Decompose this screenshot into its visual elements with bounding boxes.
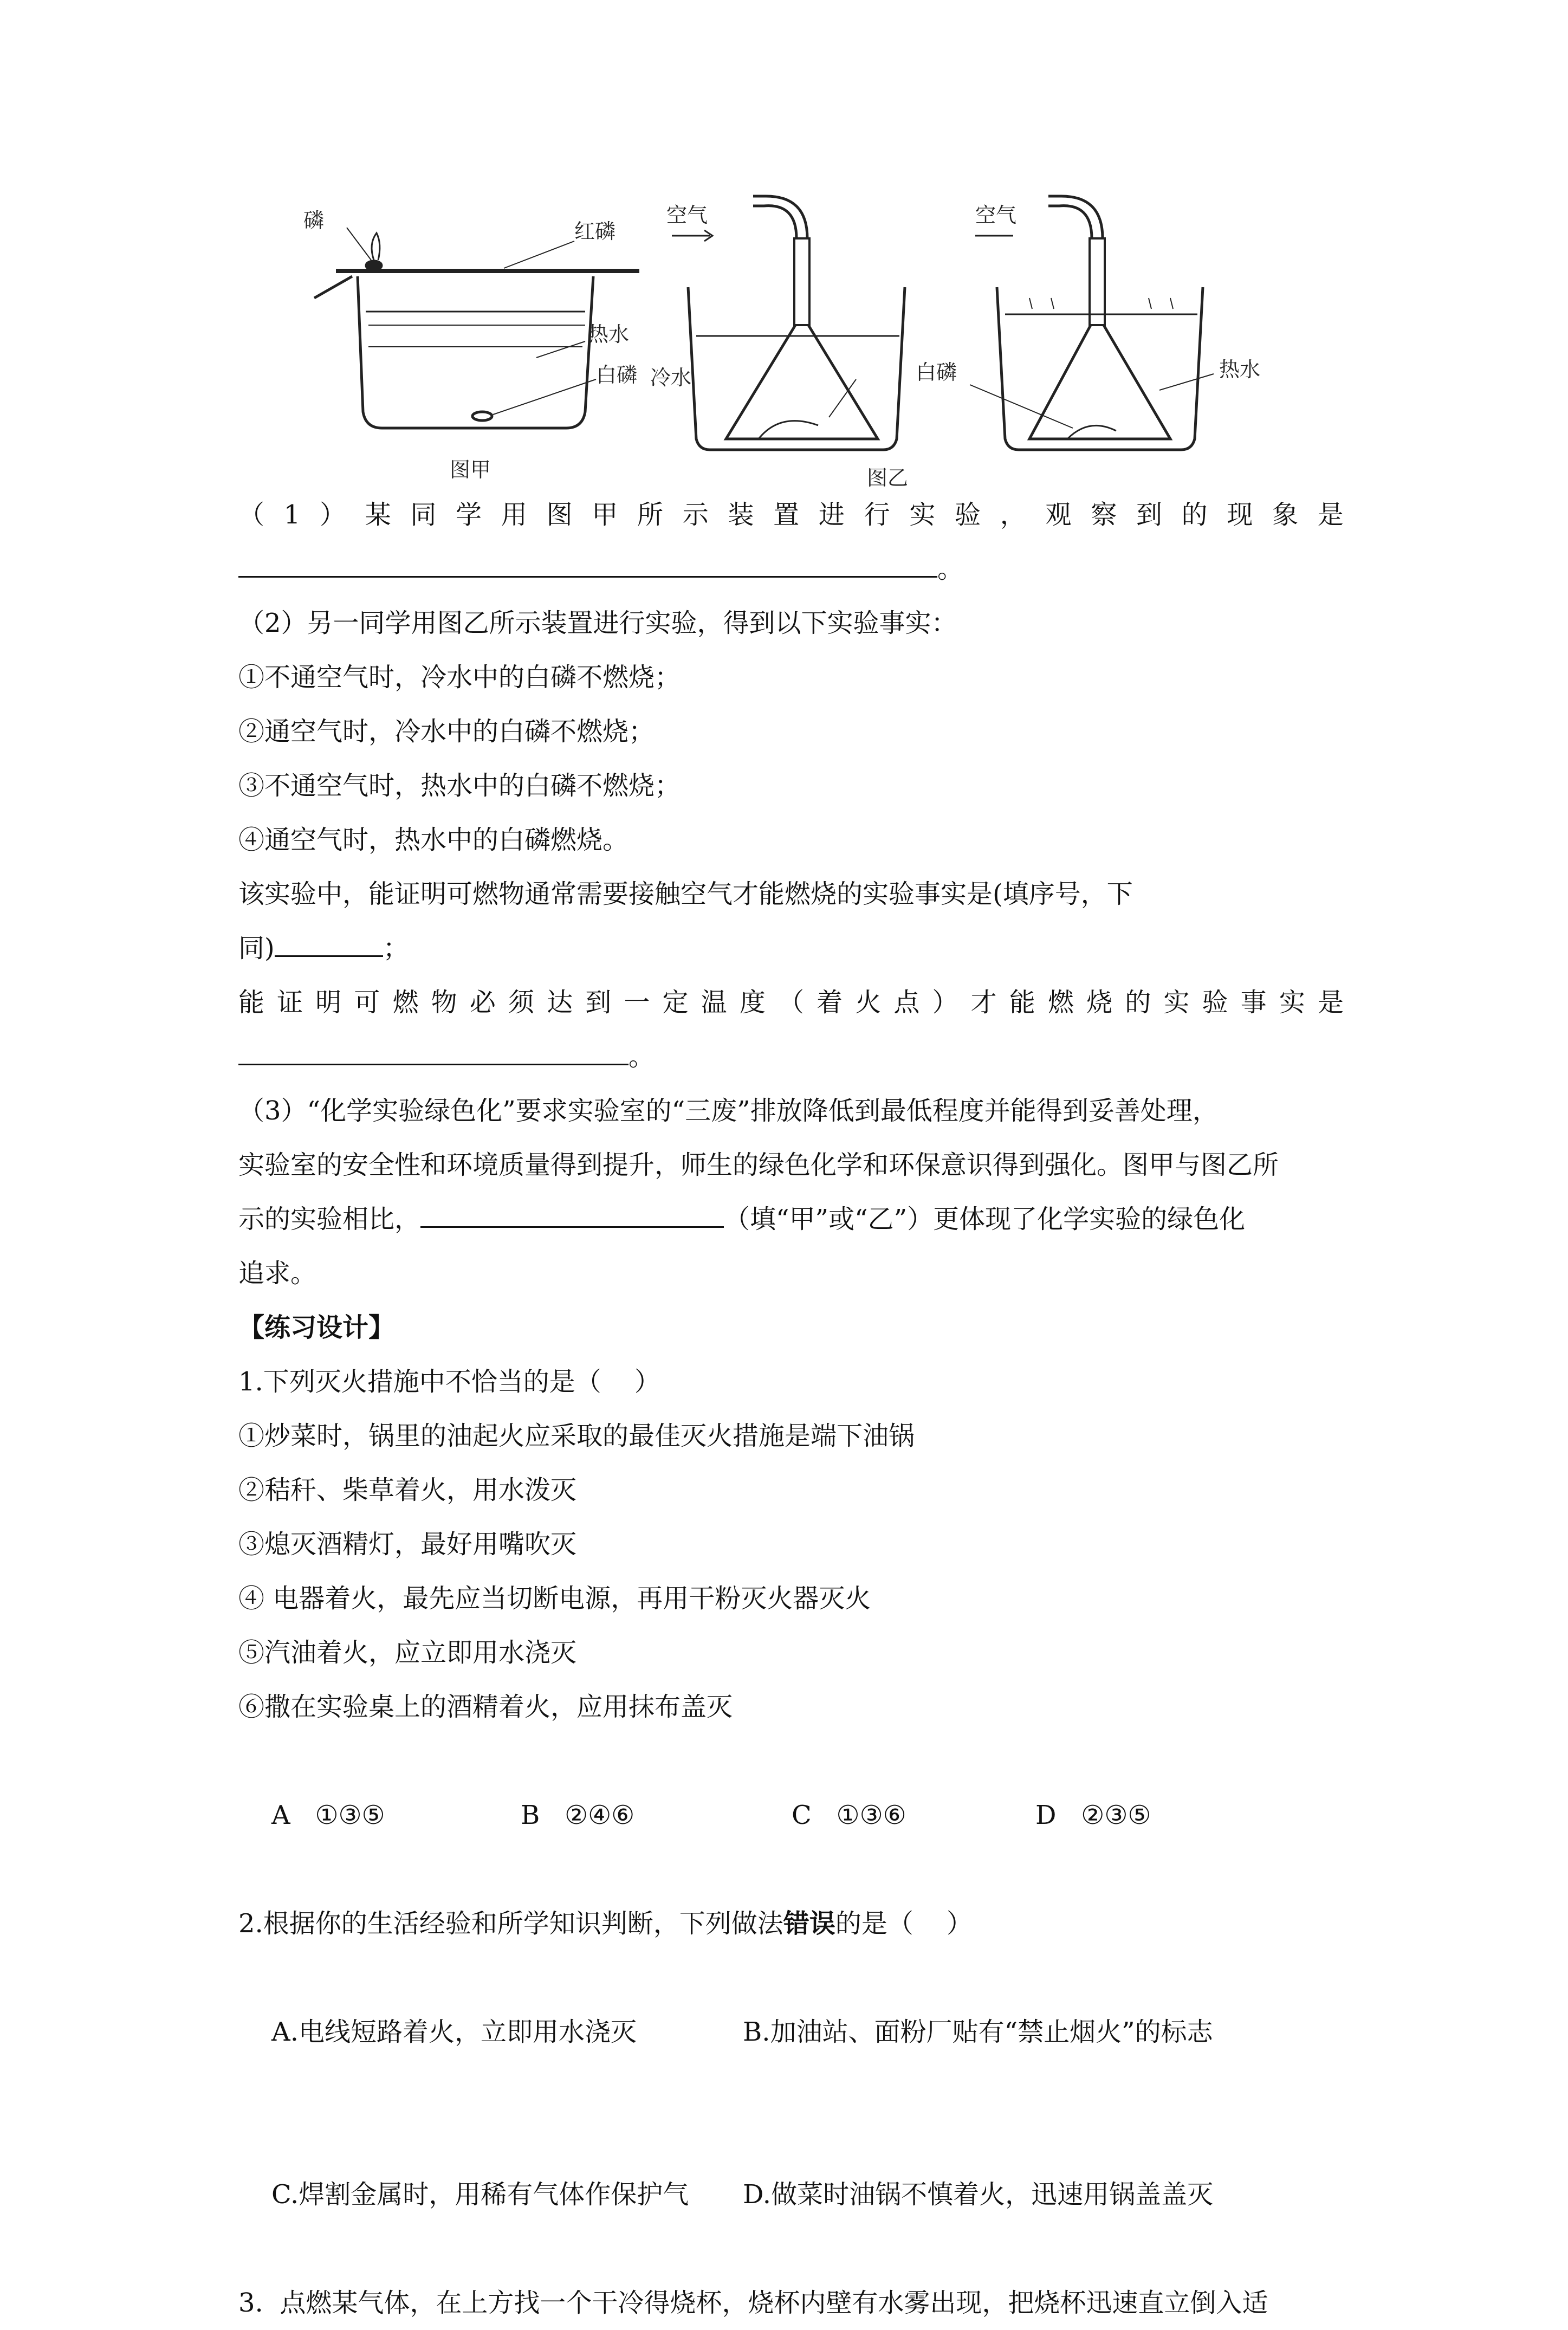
q2-a2-c21: 燃	[1047, 987, 1074, 1018]
label-hot-water-jia: 热水	[588, 322, 630, 346]
q1-c5: 学	[456, 500, 482, 530]
q3-line3-pre: 示的实验相比，	[238, 1204, 421, 1234]
q1-c1: 1	[283, 500, 301, 530]
q2-a2-c8: 达	[547, 987, 573, 1018]
p1-options	[238, 1734, 1344, 1897]
q2-a2-c11: 定	[662, 987, 689, 1018]
label-hot-water-yi: 热水	[1219, 358, 1261, 381]
figure-yi-right	[970, 196, 1214, 450]
q2-a2-c10: 一	[624, 987, 650, 1018]
q2-a2-c7: 须	[508, 987, 534, 1018]
q2-a2-c28: 是	[1317, 987, 1344, 1018]
p1-option-a[interactable]: A ①③⑤	[271, 1800, 385, 1830]
caption-jia: 图甲	[450, 458, 491, 482]
q3-line3	[238, 1192, 1344, 1246]
p1-item-4: ④ 电器着火，最先应当切断电源，再用干粉灭火器灭火	[238, 1583, 871, 1614]
q1-c21: 的	[1181, 500, 1208, 530]
p2-stem-pre: 2.根据你的生活经验和所学知识判断，下列做法	[238, 1908, 783, 1939]
q1-c19: 察	[1091, 500, 1117, 530]
q2-fact-1: ①不通空气时，冷水中的白磷不燃烧；	[238, 662, 681, 692]
label-white-phosphorus-jia: 白磷	[596, 363, 638, 387]
caption-yi: 图乙	[867, 466, 909, 488]
q2-intro: （2）另一同学用图乙所示装置进行实验，得到以下实验事实：	[238, 608, 957, 638]
p2-option-a[interactable]: A.电线短路着火，立即用水浇灭	[271, 2017, 637, 2047]
p1-item-1: ①炒菜时，锅里的油起火应采取的最佳灭火措施是端下油锅	[238, 1421, 915, 1451]
q2-a2-c26: 事	[1240, 987, 1267, 1018]
q2-a2-c1: 证	[277, 987, 303, 1018]
label-white-phosphorus-yi: 白磷	[916, 360, 957, 384]
q1-answer-blank[interactable]	[238, 542, 937, 578]
q2-a2-c12: 温	[701, 987, 727, 1018]
label-phosphorus: 磷	[303, 209, 325, 232]
q2-ask1-blank[interactable]	[275, 922, 383, 957]
q2-fact-3: ③不通空气时，热水中的白磷不燃烧；	[238, 771, 681, 801]
q2-a2-c0: 能	[238, 987, 265, 1018]
q2-a2-c6: 必	[469, 987, 496, 1018]
q1-c12: 置	[773, 500, 800, 530]
p1-item-5: ⑤汽油着火，应立即用水浇灭	[238, 1638, 577, 1668]
q1-c3: 某	[365, 500, 391, 530]
q1-c11: 装	[728, 500, 754, 530]
q2-ask2-blank[interactable]	[238, 1030, 629, 1065]
p1-item-3: ③熄灭酒精灯，最好用嘴吹灭	[238, 1529, 577, 1559]
q2-a2-c2: 明	[315, 987, 342, 1018]
label-air-left: 空气	[666, 203, 708, 227]
q2-ask1-pre: 同)	[238, 933, 275, 963]
practice-heading: 【练习设计】	[238, 1312, 395, 1343]
q2-a2-c13: 度	[739, 987, 766, 1018]
q1-c6: 用	[501, 500, 527, 530]
q1-c10: 示	[682, 500, 709, 530]
p1-option-c[interactable]: C ①③⑥	[792, 1800, 906, 1830]
q2-ask1-line2	[238, 921, 1344, 975]
p1-item-6: ⑥撒在实验桌上的酒精着火，应用抹布盖灭	[238, 1692, 733, 1722]
q2-ask2-answer-line	[238, 1030, 1344, 1084]
q1-c15: 实	[909, 500, 936, 530]
q2-a2-c17: 点	[893, 987, 920, 1018]
q2-a2-c14: （	[777, 987, 804, 1018]
q1-answer-line	[238, 542, 1344, 596]
q1-c0: （	[238, 500, 265, 530]
p2-options-cd	[238, 2113, 1344, 2276]
q2-ask2-line	[238, 975, 1344, 1030]
q1-c2: ）	[319, 500, 346, 530]
experiment-figure	[293, 184, 1376, 488]
experiment-diagram	[293, 184, 1376, 488]
p1-option-b[interactable]: B ②④⑥	[521, 1800, 635, 1830]
q2-a2-c18: ）	[932, 987, 958, 1018]
q1-c18: 观	[1045, 500, 1072, 530]
label-air-right: 空气	[975, 203, 1017, 227]
q2-a2-c27: 实	[1279, 987, 1305, 1018]
q1-c24: 是	[1317, 500, 1344, 530]
q1-c4: 同	[410, 500, 437, 530]
q3-line2: 实验室的安全性和环境质量得到提升，师生的绿色化学和环保意识得到强化。图甲与图乙所	[238, 1150, 1279, 1180]
q1-end: 。	[937, 554, 964, 584]
p2-option-b[interactable]: B.加油站、面粉厂贴有“禁止烟火”的标志	[743, 2017, 1213, 2047]
p2-stem	[238, 1897, 1344, 1951]
q2-ask1-post: ；	[383, 933, 409, 963]
q2-a2-c16: 火	[855, 987, 882, 1018]
q3-line4: 追求。	[238, 1258, 317, 1289]
p3-stem: 3. 点燃某气体，在上方找一个干冷得烧杯，烧杯内壁有水雾出现，把烧杯迅速直立倒入适	[238, 2288, 1268, 2318]
q2-fact-4: ④通空气时，热水中的白磷燃烧。	[238, 825, 629, 855]
q1-c14: 行	[864, 500, 890, 530]
q2-a2-c3: 可	[354, 987, 380, 1018]
q3-line1: （3）“化学实验绿色化”要求实验室的“三废”排放降低到最低程度并能得到妥善处理，	[238, 1096, 1219, 1126]
p2-option-c[interactable]: C.焊割金属时，用稀有气体作保护气	[271, 2179, 689, 2210]
q2-ask1-line1: 该实验中，能证明可燃物通常需要接触空气才能燃烧的实验事实是(填序号，下	[238, 879, 1133, 909]
q2-a2-c22: 烧	[1086, 987, 1113, 1018]
q1-c22: 现	[1227, 500, 1253, 530]
p2-stem-bold: 错误	[783, 1908, 835, 1939]
q1-c23: 象	[1272, 500, 1299, 530]
p1-stem: 1.下列灭火措施中不恰当的是（ ）	[238, 1367, 660, 1397]
q2-ask2-end: 。	[629, 1041, 655, 1072]
q3-answer-blank[interactable]	[420, 1193, 724, 1228]
q1-c13: 进	[818, 500, 845, 530]
q3-line3-post: （填“甲”或“乙”）更体现了化学实验的绿色化	[724, 1204, 1246, 1234]
q1-c20: 到	[1136, 500, 1162, 530]
p2-option-d[interactable]: D.做菜时油锅不慎着火，迅速用锅盖盖灭	[743, 2179, 1214, 2210]
q2-a2-c5: 物	[431, 987, 457, 1018]
p1-option-d[interactable]: D ②③⑤	[1035, 1800, 1151, 1830]
q1-c8: 甲	[592, 500, 618, 530]
q2-a2-c23: 的	[1125, 987, 1151, 1018]
p2-options-ab	[238, 1951, 1344, 2113]
p1-item-2: ②秸秆、柴草着火，用水泼灭	[238, 1475, 577, 1505]
q2-a2-c4: 燃	[392, 987, 419, 1018]
q1-c17: ，	[1000, 500, 1026, 530]
q1-c9: 所	[637, 500, 664, 530]
q2-a2-c20: 能	[1009, 987, 1035, 1018]
label-cold-water: 冷水	[650, 366, 692, 390]
q2-a2-c24: 实	[1163, 987, 1190, 1018]
q2-a2-c9: 到	[585, 987, 612, 1018]
label-red-phosphorus: 红磷	[574, 219, 616, 243]
q2-a2-c25: 验	[1202, 987, 1228, 1018]
q2-fact-2: ②通空气时，冷水中的白磷不燃烧；	[238, 716, 655, 747]
p2-stem-post: 的是（ ）	[835, 1908, 973, 1939]
q2-a2-c19: 才	[970, 987, 997, 1018]
q1-c16: 验	[955, 500, 981, 530]
figure-yi-left	[672, 196, 905, 450]
q1-line	[238, 488, 1344, 542]
document-body	[238, 488, 1344, 2330]
q2-a2-c15: 着	[817, 987, 843, 1018]
q1-c7: 图	[546, 500, 573, 530]
